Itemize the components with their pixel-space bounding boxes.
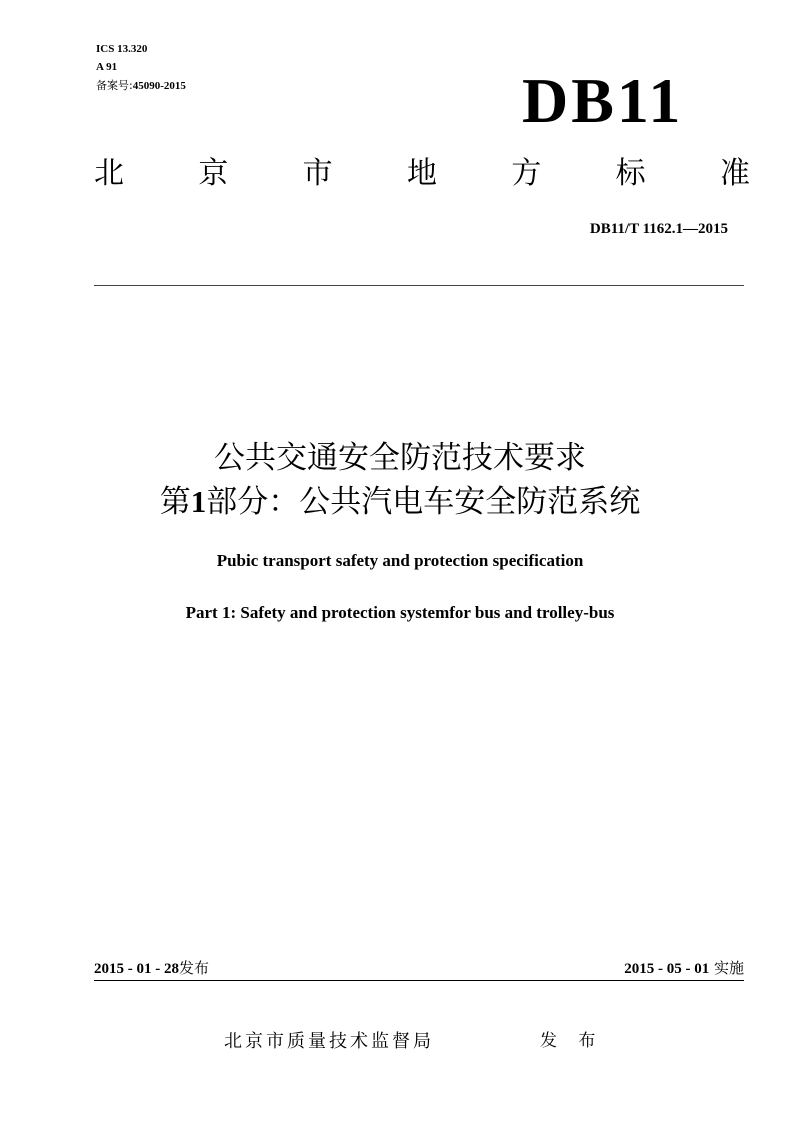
org-char: 方	[511, 156, 542, 191]
publish-date-block	[94, 956, 209, 981]
title-cn-part-number: 1	[190, 484, 207, 519]
header-divider	[94, 285, 744, 286]
title-cn-prefix: 第	[159, 484, 191, 520]
standard-number: DB11/T 1162.1—2015	[589, 221, 728, 237]
title-cn-rest: 部分：公共汽电车安全防范系统	[206, 484, 641, 520]
org-char: 标	[615, 156, 646, 191]
standard-brand: DB11	[522, 65, 684, 136]
standard-category	[94, 152, 750, 196]
ics-code: ICS 13.320	[96, 43, 148, 55]
title-cn-line2	[0, 480, 800, 524]
org-char: 准	[719, 156, 750, 191]
date-row	[94, 956, 744, 980]
implement-label: 实施	[713, 959, 744, 977]
filing-number: 45090-2015	[132, 80, 186, 92]
publish-date: 2015 - 01 - 28	[94, 961, 179, 977]
filing-label: 备案号:	[96, 79, 133, 92]
org-char: 地	[406, 156, 437, 191]
org-char: 市	[302, 156, 333, 191]
ccs-code: A 91	[96, 61, 118, 73]
publish-label: 发布	[179, 959, 210, 977]
org-char: 北	[94, 156, 124, 191]
title-en-line1: Pubic transport safety and protection specification	[216, 551, 584, 570]
implement-date: 2015 - 05 - 01	[624, 961, 710, 977]
org-char: 京	[198, 156, 229, 191]
title-cn-line1: 公共交通安全防范技术要求	[214, 440, 586, 476]
title-en-line2: Part 1: Safety and protection systemfor bus and trolley-bus	[185, 603, 615, 622]
filing-record	[96, 79, 186, 93]
issue-word: 发 布	[540, 1031, 604, 1051]
footer-divider	[94, 980, 744, 981]
issuer: 北京市质量技术监督局	[224, 1031, 434, 1052]
implement-date-block	[624, 956, 744, 981]
